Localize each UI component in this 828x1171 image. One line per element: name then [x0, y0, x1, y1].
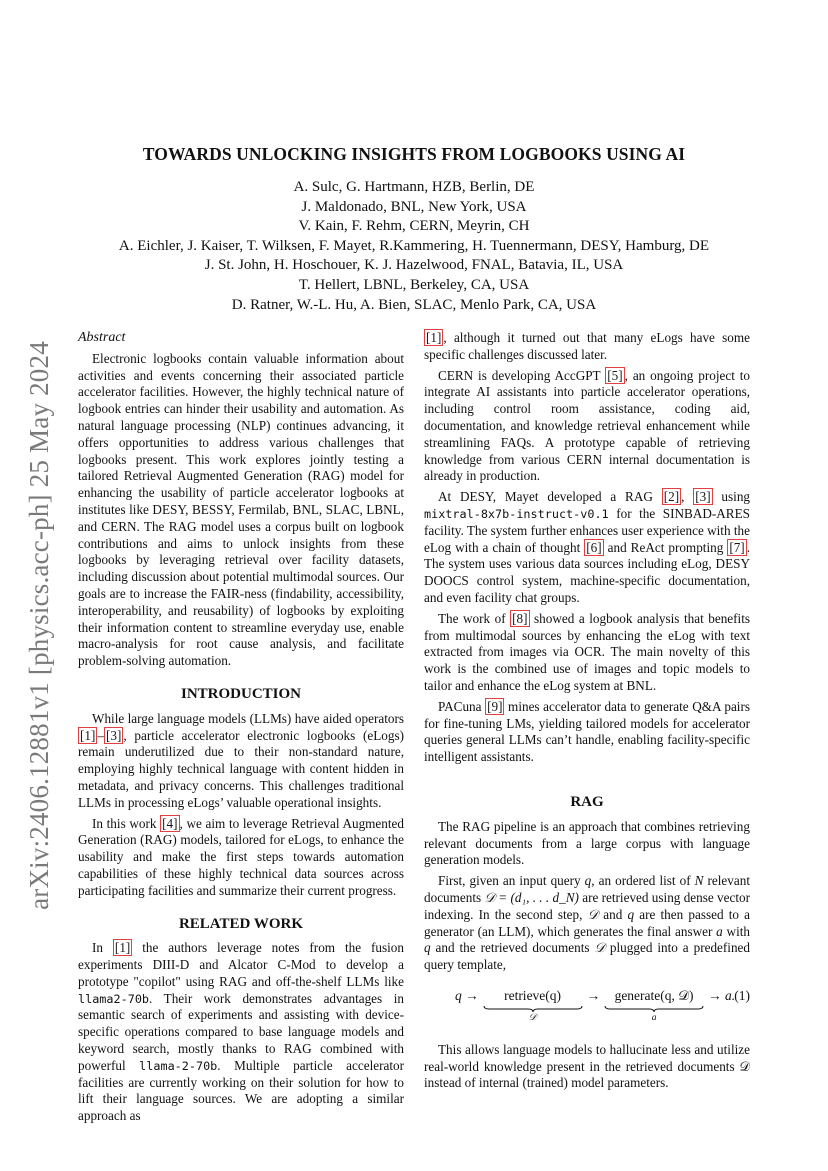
related-work-paragraph-2: CERN is developing AccGPT [5] , an ongoing project to integrate AI assistants into particle accelerator operations, including control room assistance, coding aid, documentation, and knowledge retrieval enhancement while streamlining FAQs. A prototype capable of retrieving knowledge from various CERN internal documentation is already in production.: [424, 367, 750, 484]
citation-link[interactable]: [3]: [695, 489, 711, 505]
rag-paragraph-3: This allows language models to hallucinate less and utilize real-world knowledge present in the retrieved documents 𝒟 instead of internal (trained) model parameters.: [424, 1041, 750, 1091]
equation-number: (1): [734, 987, 750, 1003]
citation-link[interactable]: [5]: [607, 367, 623, 383]
retrieve-term: retrieve(q) 𝒟: [483, 988, 583, 1023]
author-line: A. Sulc, G. Hartmann, HZB, Berlin, DE: [293, 179, 535, 195]
author-line: J. St. John, H. Hoschouer, K. J. Hazelwood, FNAL, Batavia, IL, USA: [204, 257, 624, 274]
introduction-paragraph-1: While large language models (LLMs) have aided operators [1] – [3] , particle accelerator electronic logbooks (eLogs) remain underutilized due to their non-standard nature, employing highly technical language with content hidden in metadata, and privacy concerns. This challenges traditional LLMs in processing eLogs’ valuable operational insights.: [78, 710, 404, 810]
equation-body: [455, 988, 735, 1023]
rag-heading: RAG: [570, 793, 604, 810]
introduction-heading: INTRODUCTION: [180, 685, 301, 702]
author-line: J. Maldonado, BNL, New York, USA: [301, 198, 527, 215]
related-work-paragraph-1-continued: [1] , although it turned out that many eLogs have some specific challenges discussed later.: [424, 330, 750, 362]
citation-link[interactable]: [1]: [426, 330, 442, 345]
citation-link[interactable]: [9]: [487, 698, 503, 714]
underbrace-icon: [604, 1005, 704, 1013]
model-name: llama2-70b: [78, 991, 150, 1006]
rag-paragraph-1: The RAG pipeline is an approach that combines retrieving relevant documents from a large corpus with language generation models.: [424, 818, 750, 868]
author-line: A. Eichler, J. Kaiser, T. Wilksen, F. Mayet, R.Kammering, H. Tuennermann, DESY, Hamburg, DE: [118, 237, 710, 254]
citation-link[interactable]: [1]: [114, 940, 131, 956]
abstract-text: Electronic logbooks contain valuable information about activities and events concerning their associated particle accelerator facilities. However, the highly technical nature of logbook entries can hinder their usability and automation. As natural language processing (NLP) continues advancing, it offers opportunities to address various challenges that logbooks present. This work explores jointly testing a tailored Retrieval Augmented Generation (RAG) model for enhancing the usability of particle accelerator logbooks at institutes like DESY, BESSY, Fermilab, BNL, SLAC, LBNL, and CERN. The RAG model uses a corpus built on logbook contributions and aims to unlock insights from these logbooks by leveraging retrieval over facility datasets, including discussion about potential multimodal sources. Our goals are to increase the FAIR-ness (findability, accessibility, interoperability, and reusability) of logbooks by exploiting their information content to streamline everyday use, enable macro-analysis for root cause analysis, and facilitate problem-solving automation.: [78, 350, 404, 669]
model-name: mixtral-8x7b-instruct-v0.1: [424, 506, 609, 521]
paper-title: TOWARDS UNLOCKING INSIGHTS FROM LOGBOOKS USING AI: [142, 144, 686, 164]
author-list: [40, 178, 788, 315]
citation-link[interactable]: [2]: [663, 489, 680, 505]
rag-paragraph-2: First, given an input query q, an ordered list of N relevant documents 𝒟 = (d₁, . . . d_N) are retrieved using dense vector indexing. In the second step, 𝒟 and q are then passed to a generator (an LLM), which generates the final answer a with q and the retrieved documents 𝒟 plugged into a predefined query template,: [424, 873, 751, 973]
related-work-heading: RELATED WORK: [178, 915, 304, 932]
author-line: D. Ratner, W.-L. Hu, A. Bien, SLAC, Menlo Park, CA, USA: [231, 296, 597, 313]
citation-link[interactable]: [6]: [586, 539, 602, 555]
equation-1: [424, 988, 750, 1028]
arxiv-stamp-text: arXiv:2406.12881v1 [physics.acc-ph] 25 May 2024: [23, 340, 54, 910]
related-work-paragraph-1: In [1] the authors leverage notes from the fusion experiments DIII-D and Alcator C-Mod to develop a prototype "copilot" using RAG and off-the-shelf LLMs like llama2-70b. Their work demonstrates advantages in semantic search of experiments and assisting with device-specific operations compared to base language models and keyword search, mostly thanks to RAG combined with powerful llama-2-70b. Multiple particle accelerator facilities are currently working on their solution for how to lift their language sources. We are adopting a similar approach as: [78, 940, 404, 1124]
citation-link[interactable]: [7]: [729, 539, 745, 555]
equation-rhs: → a.: [708, 987, 736, 1003]
related-work-paragraph-3: At DESY, Mayet developed a RAG [2] , [3] using mixtral-8x7b-instruct-v0.1 for the SINBAD-ARES facility. The system further enhances user experience with the eLog with a chain of thought [6] and ReAct prompting [7] . The system uses various data sources including eLog, DESY DOOCS control system, machine-specific documentation, and even facility chat groups.: [424, 489, 751, 605]
equation-arrow: →: [586, 987, 601, 1003]
equation-lhs: q →: [454, 987, 479, 1003]
author-line: T. Hellert, LBNL, Berkeley, CA, USA: [298, 276, 530, 293]
generate-term: generate(q, 𝒟) a: [604, 988, 704, 1023]
citation-link[interactable]: [8]: [512, 610, 528, 626]
author-line: V. Kain, F. Rehm, CERN, Meyrin, CH: [298, 218, 530, 235]
abstract-heading: Abstract: [78, 330, 126, 345]
introduction-paragraph-2: In this work [4] , we aim to leverage Retrieval Augmented Generation (RAG) models, tailored for eLogs, to enhance the usability and make the first steps towards automation capabilities of these highly technical data sources across participating facilities and summarize their current progress.: [78, 815, 404, 898]
related-work-paragraph-4: The work of [8] showed a logbook analysis that benefits from multimodal sources by enhancing the eLog with text extracted from images via OCR. The main novelty of this work is the combined use of images and topic models to tailor and enhance the eLog system at BNL.: [424, 610, 750, 693]
citation-link[interactable]: [3]: [105, 727, 122, 743]
right-column: [424, 330, 750, 1096]
citation-link[interactable]: [4]: [162, 815, 178, 831]
left-column: [78, 330, 404, 1129]
citation-link[interactable]: [1]: [80, 727, 96, 743]
arxiv-identifier-stamp: [18, 330, 60, 920]
underbrace-icon: [483, 1005, 583, 1013]
related-work-paragraph-5: PACuna [9] mines accelerator data to generate Q&A pairs for fine-tuning LMs, yielding tailored models for accelerator queries general LLMs can’t handle, enabling facility-specific intelligent assistants.: [424, 698, 750, 765]
model-name: llama-2-70b: [139, 1058, 218, 1073]
